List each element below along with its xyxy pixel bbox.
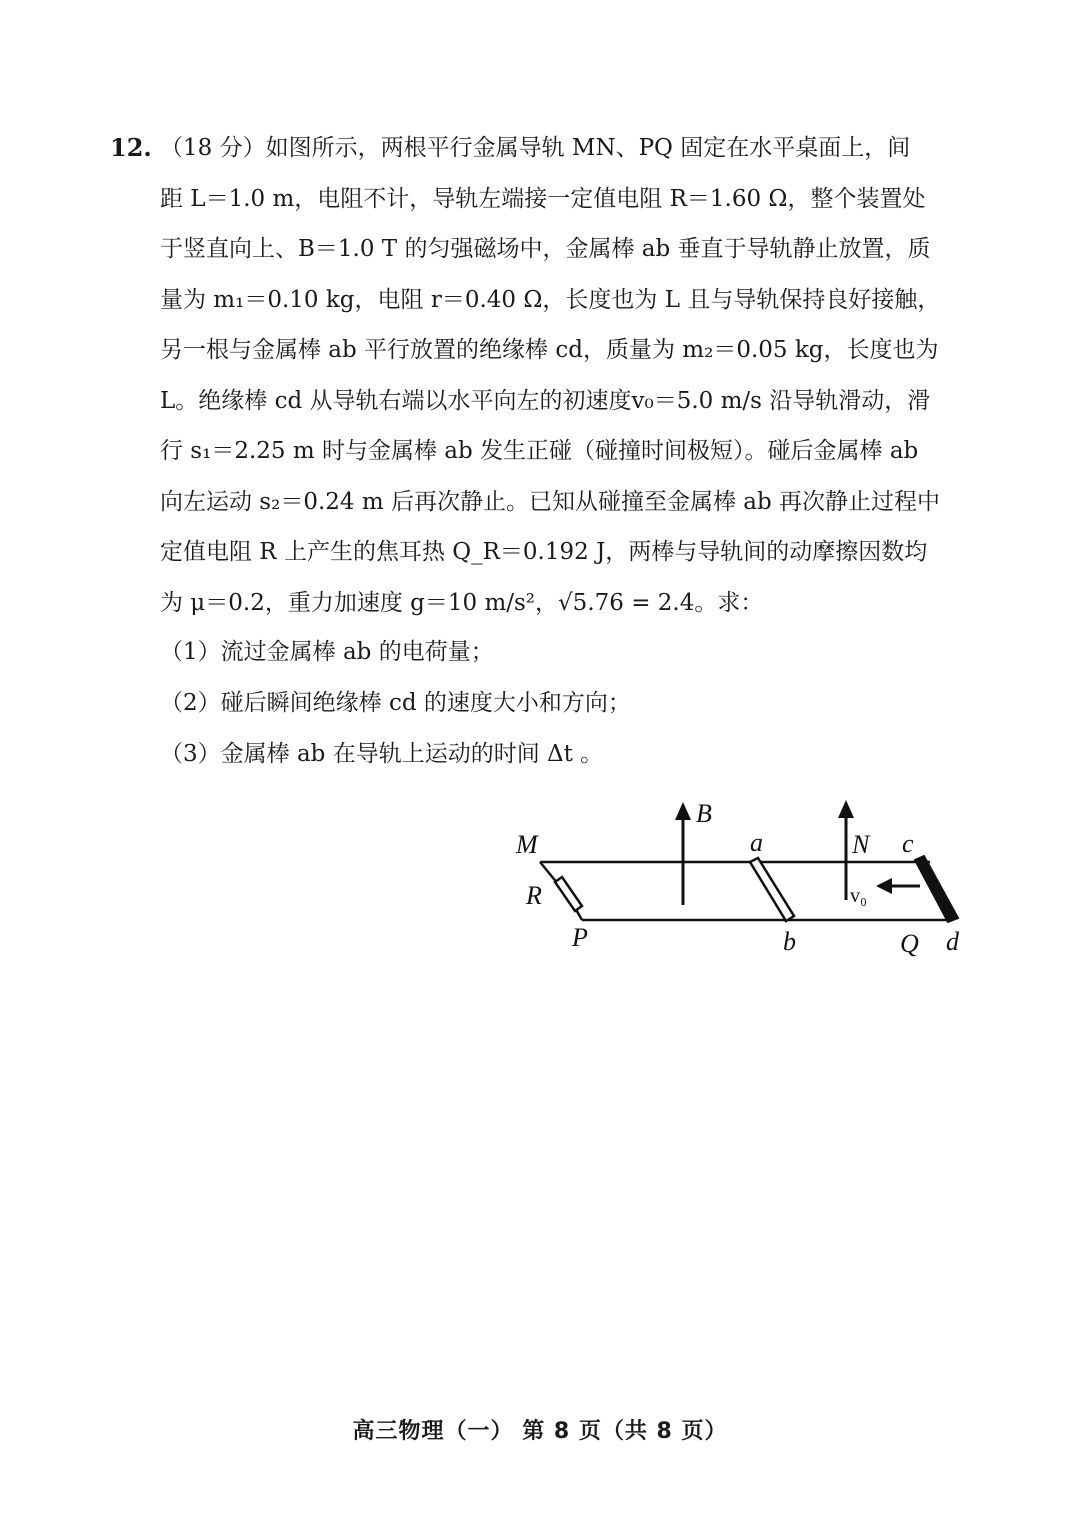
problem-line: 量为 m₁＝0.10 kg，电阻 r＝0.40 Ω，长度也为 L 且与导轨保持良好接触， xyxy=(160,286,941,313)
problem-statement xyxy=(160,128,972,633)
field-arrow-up-icon xyxy=(838,800,854,818)
subquestion-1: （1）流过金属棒 ab 的电荷量； xyxy=(160,639,494,665)
label-N: N xyxy=(852,830,870,859)
field-arrow-up-icon xyxy=(675,802,691,820)
problem-line: 于竖直向上、B＝1.0 T 的匀强磁场中，金属棒 ab 垂直于导轨静止放置，质 xyxy=(160,236,931,262)
label-c: c xyxy=(902,829,914,858)
problem-line: 定值电阻 R 上产生的焦耳热 Q_R＝0.192 J，两棒与导轨间的动摩擦因数均 xyxy=(160,539,928,565)
page-footer: 高三物理（一） 第 8 页（共 8 页） xyxy=(352,1419,728,1444)
problem-line: （18 分）如图所示，两根平行金属导轨 MN、PQ 固定在水平桌面上，间 xyxy=(160,135,911,161)
label-a: a xyxy=(750,828,763,857)
problem-line: 另一根与金属棒 ab 平行放置的绝缘棒 cd，质量为 m₂＝0.05 kg，长度也为 xyxy=(160,337,939,363)
subquestion-2: （2）碰后瞬间绝缘棒 cd 的速度大小和方向； xyxy=(160,690,631,716)
label-b: b xyxy=(783,927,796,956)
velocity-arrow-left-icon xyxy=(876,878,892,894)
rail-diagram xyxy=(500,790,1000,980)
label-M: M xyxy=(516,830,538,859)
insulating-rod-cd xyxy=(915,856,958,922)
problem-line: 行 s₁＝2.25 m 时与金属棒 ab 发生正碰（碰撞时间极短）。碰后金属棒 ab xyxy=(160,438,919,464)
problem-line: 距 L＝1.0 m，电阻不计，导轨左端接一定值电阻 R＝1.60 Ω，整个装置处 xyxy=(160,185,926,212)
label-R: R xyxy=(526,881,542,910)
label-Q: Q xyxy=(900,929,919,958)
subquestion-3: （3）金属棒 ab 在导轨上运动的时间 Δt 。 xyxy=(160,741,604,767)
label-d: d xyxy=(946,927,959,956)
label-B: B xyxy=(696,799,712,828)
label-P: P xyxy=(572,923,588,952)
problem-line: 向左运动 s₂＝0.24 m 后再次静止。已知从碰撞至金属棒 ab 再次静止过程中 xyxy=(160,488,941,515)
label-v0: v₀ xyxy=(850,885,867,907)
resistor-R xyxy=(555,877,582,911)
question-number: 12. xyxy=(110,133,152,162)
problem-line: 为 μ＝0.2，重力加速度 g＝10 m/s²，√5.76 = 2.4。求： xyxy=(160,589,764,616)
problem-line: L。绝缘棒 cd 从导轨右端以水平向左的初速度v₀＝5.0 m/s 沿导轨滑动，滑 xyxy=(160,387,931,414)
metal-rod-ab xyxy=(750,858,794,921)
